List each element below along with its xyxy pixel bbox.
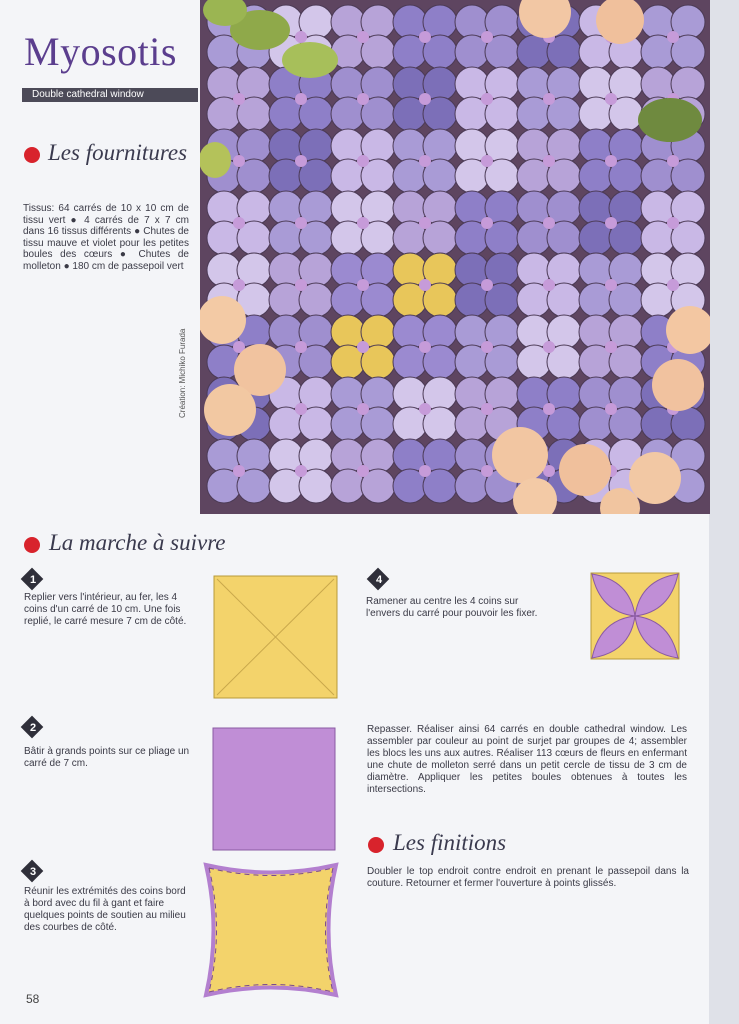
quilt-knot — [605, 93, 617, 105]
fournitures-text: Tissus: 64 carrés de 10 x 10 cm de tissu vert ● 4 carrés de 7 x 7 cm dans 16 tissus différents ● Chutes de tissu mauve et violet pour les petites boules des cœurs ● Chutes de molleton ● 180 cm de passepoil vert — [23, 203, 189, 272]
step-3-badge — [22, 861, 44, 883]
quilt-knot — [481, 341, 493, 353]
quilt-knot — [233, 465, 245, 477]
quilt-knot — [357, 341, 369, 353]
quilt-knot — [357, 155, 369, 167]
quilt-knot — [295, 31, 307, 43]
quilt-knot — [481, 279, 493, 291]
quilt-knot — [543, 403, 555, 415]
quilt-knot — [667, 31, 679, 43]
quilt-knot — [481, 93, 493, 105]
quilt-knot — [605, 279, 617, 291]
quilt-knot — [295, 155, 307, 167]
quilt-knot — [419, 31, 431, 43]
quilt-knot — [605, 155, 617, 167]
step-3-number: 3 — [29, 866, 37, 878]
finitions-text: Doubler le top endroit contre endroit en prenant le passepoil dans la couture. Retourner et fermer l'ouverture à points glissés. — [367, 866, 689, 889]
quilt-knot — [233, 155, 245, 167]
step-1-folded-square-icon — [213, 575, 338, 699]
step-4-petal-square-icon — [590, 572, 680, 660]
quilt-knot — [667, 279, 679, 291]
quilt-knot — [481, 217, 493, 229]
step-1-badge — [22, 569, 44, 591]
quilt-knot — [357, 31, 369, 43]
quilt-knot — [605, 217, 617, 229]
photo-credit: Création: Michiko Furada — [178, 328, 187, 418]
quilt-knot — [233, 217, 245, 229]
quilt-knot — [233, 279, 245, 291]
quilt-knot — [605, 341, 617, 353]
quilt-knot — [481, 403, 493, 415]
quilt-knot — [357, 465, 369, 477]
quilt-knot — [481, 465, 493, 477]
quilt-knot — [543, 217, 555, 229]
quilt-knot — [357, 403, 369, 415]
subtitle-bar: Double cathedral window — [22, 88, 198, 102]
quilt-knot — [543, 341, 555, 353]
step-3-curved-square-icon — [201, 860, 341, 1000]
bullet-dot-icon — [24, 147, 40, 163]
step-2-number: 2 — [29, 722, 37, 734]
step-1-text: Replier vers l'intérieur, au fer, les 4 coins d'un carré de 10 cm. Une fois replié, le carré mesure 7 cm de côté. — [24, 592, 187, 627]
quilt-knot — [233, 93, 245, 105]
quilt-knot — [419, 465, 431, 477]
quilt-knot — [295, 93, 307, 105]
finitions-heading-text: Les finitions — [393, 830, 507, 855]
quilt-knot — [357, 93, 369, 105]
page-title: Myosotis — [24, 29, 177, 74]
quilt-photo-icon — [200, 0, 710, 514]
quilt-knot — [543, 155, 555, 167]
quilt-knot — [419, 93, 431, 105]
step-4-number: 4 — [375, 574, 383, 586]
page-edge — [709, 0, 739, 1024]
step-4-badge — [368, 569, 390, 591]
marche-heading-text: La marche à suivre — [49, 530, 226, 555]
quilt-knot — [357, 217, 369, 229]
bullet-dot-icon — [368, 837, 384, 853]
bullet-dot-icon — [24, 537, 40, 553]
step-3-text: Réunir les extrémités des coins bord à bord avec du fil à gant et faire quelques points de soutien au milieu des courbes de côté. — [24, 886, 186, 933]
step-2-text: Bâtir à grands points sur ce pliage un carré de 7 cm. — [24, 746, 190, 769]
step-1-number: 1 — [29, 574, 37, 586]
fournitures-heading-text: Les fournitures — [48, 140, 188, 165]
quilt-knot — [295, 279, 307, 291]
finitions-heading — [368, 830, 506, 856]
step-4-text: Ramener au centre les 4 coins sur l'envers du carré pour pouvoir les fixer. — [366, 596, 538, 619]
quilt-knot — [543, 93, 555, 105]
quilt-knot — [481, 155, 493, 167]
quilt-knot — [605, 403, 617, 415]
quilt-knot — [419, 217, 431, 229]
fournitures-heading — [24, 140, 187, 166]
assembly-text: Repasser. Réaliser ainsi 64 carrés en double cathedral window. Les assembler par couleur au point de surjet par groupes de 4; assembler les blocs les uns aux autres. Réaliser 113 cœurs de fleurs en enfermant une chute de molleton serré dans un petit cercle de tissu de 3 cm de diamètre. Appliquer les petites boules obtenues à toutes les intersections. — [367, 724, 687, 795]
quilt-knot — [419, 341, 431, 353]
step-2-basted-square-icon — [212, 727, 336, 851]
quilt-knot — [667, 155, 679, 167]
quilt-knot — [295, 217, 307, 229]
quilt-knot — [419, 279, 431, 291]
quilt-knot — [419, 403, 431, 415]
quilt-knot — [295, 341, 307, 353]
quilt-knot — [543, 279, 555, 291]
quilt-knot — [667, 217, 679, 229]
quilt-knot — [481, 31, 493, 43]
quilt-knot — [357, 279, 369, 291]
quilt-knot — [295, 465, 307, 477]
step-2-badge — [22, 717, 44, 739]
quilt-knot — [295, 403, 307, 415]
page-number: 58 — [26, 992, 40, 1006]
marche-heading — [24, 530, 226, 556]
quilt-photo — [200, 0, 710, 514]
quilt-knot — [419, 155, 431, 167]
